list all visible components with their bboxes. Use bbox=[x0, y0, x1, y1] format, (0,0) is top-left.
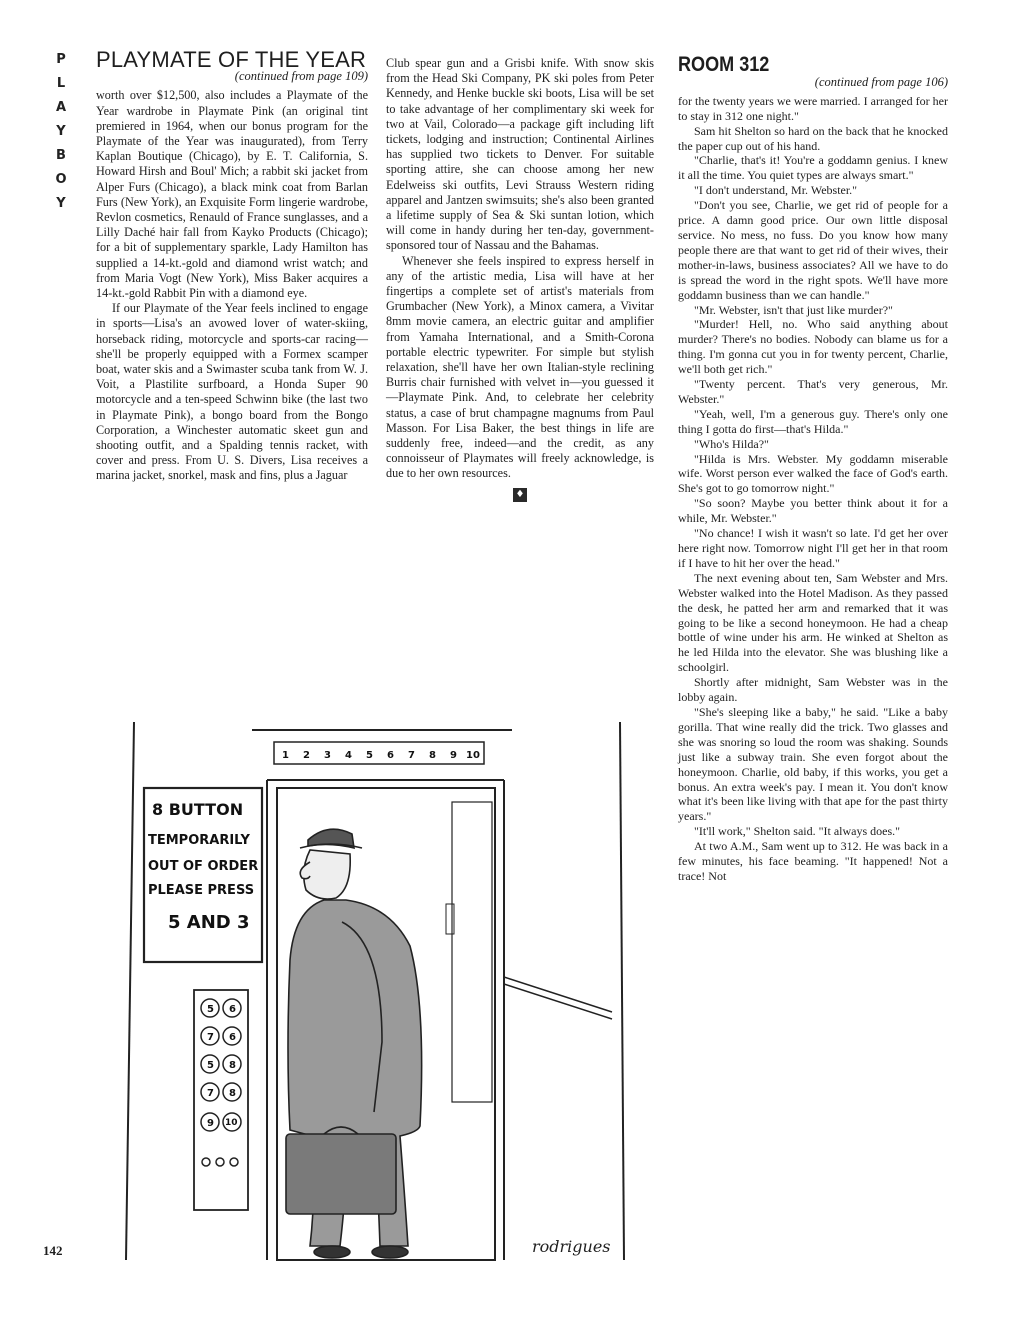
page-number: 142 bbox=[43, 1243, 63, 1258]
article2-paragraph: "She's sleeping like a baby," he said. "Like a baby gorilla. That wine really did the trick. Two glasses and she was snoring so loud the room was shaking. Sounds just like a subway train. She even forgot about the honeymoon. Charlie, old baby, if this works, you get a bonus. An extra week's pay. I mean it. You don't know what it's been like living with that ape for the past thirty years." bbox=[678, 704, 948, 824]
floor-number: 3 bbox=[324, 750, 331, 761]
button-label: 7 bbox=[207, 1032, 214, 1043]
article1-paragraph: If our Playmate of the Year feels inclined to engage in sports—Lisa's an avowed lover of water-skiing, horseback riding, motorcycle and sports-car racing—she'll be properly equipped with a Formex scamper boat, water skis and a Swimaster scuba tank from W. J. Voit, a Plastilite surfboard, a Honda Super 90 motorcycle and a ten-speed Schwinn bike (the last two in Playmate Pink), a bongo board from the Bongo Corporation, a Winchester automatic skeet gun and shooting outfit, and a Spalding tennis racket, with cover and press. From U. S. Divers, Lisa receives a marina jacket, snorkel, mask and fins, plus a Jaguar bbox=[96, 301, 368, 483]
article2-paragraph: "Hilda is Mrs. Webster. My goddamn miserable wife. Worst person ever walked the face of God's earth. She's got to go tomorrow night." bbox=[678, 451, 948, 496]
button-label: 5 bbox=[207, 1004, 214, 1015]
floor-number: 8 bbox=[429, 750, 436, 761]
floor-number: 1 bbox=[282, 750, 289, 761]
article1-paragraph: worth over $12,500, also includes a Playmate of the Year wardrobe in Playmate Pink (an original tint premiered in 1964, when our bonus program for the Playmate of the Year was inaugurated), from Terry Kaplan Boutique (Chicago), by E. T. California, S. Howard Hirsh and Boul' Mich; a rabbit ski jacket from Alper Furs (Chicago), a black mink coat from Barlan Furs (New York), an Exquisite Form lingerie wardrobe, Revlon cosmetics, Renauld of France sunglasses, and a Lilly Daché hair fall from Kayko Products (Chicago); for a bit of supplementary sparkle, Lady Hamilton has supplied a 14-kt.-gold and diamond wrist watch; and from Maria Vogt (New York), Miss Baker acquires a 14-kt.-gold Rabbit Pin with a diamond eye. bbox=[96, 88, 368, 301]
sign-line: TEMPORARILY bbox=[148, 833, 250, 848]
article2-title: ROOM 312 bbox=[678, 53, 770, 76]
button-label: 8 bbox=[229, 1088, 236, 1099]
artist-signature: rodrigues bbox=[532, 1237, 611, 1256]
article2-paragraph: The next evening about ten, Sam Webster and Mrs. Webster walked into the Hotel Madison. As they passed the desk, he patted her arm and remarked that it was going to be like a second honeymoon. He had a cheap bottle of wine under his arm. He winked at Shelton as he led Hilda into the elevator. She was blushing like a schoolgirl. bbox=[678, 570, 948, 675]
article2-paragraph: "Yeah, well, I'm a generous guy. There's only one thing I gotta do first—that's Hilda." bbox=[678, 406, 948, 436]
button-label: 6 bbox=[229, 1032, 236, 1043]
article2-continued-line: (continued from page 106) bbox=[814, 74, 948, 89]
article2-paragraph: Sam hit Shelton so hard on the back that he knocked the paper cup out of his hand. bbox=[678, 123, 948, 153]
floor-number: 6 bbox=[387, 750, 394, 761]
elevator-cartoon bbox=[112, 722, 642, 1262]
article1-paragraph: Club spear gun and a Grisbi knife. With snow skis from the Head Ski Company, PK ski poles from Peter Kennedy, and Henke buckle ski boots, Lisa will be set to take advantage of her complimentary ski week for two at Vail, Colorado—a package gift including lift tickets, lodging and instruction; Continental Airlines has supplied two tickets to Denver. For suitable sporting attire, she can choose among her new Edelweiss ski outfits, Levi Strauss Western riding apparel and Jantzen swimsuits; she's also been granted a lifetime supply of Sea & Ski suntan lotion, which will come in handy during her ten-day, government-sponsored tour of Nassau and the Bahamas. bbox=[386, 56, 654, 253]
floor-number: 2 bbox=[303, 750, 310, 761]
article1-column-2 bbox=[386, 56, 654, 502]
article2-paragraph: "Twenty percent. That's very generous, Mr. Webster." bbox=[678, 377, 948, 406]
button-label: 6 bbox=[229, 1004, 236, 1015]
article2-paragraph: for the twenty years we were married. I arranged for her to stay in 312 one night." bbox=[678, 93, 948, 123]
sign-line: 8 BUTTON bbox=[152, 800, 244, 819]
article1-continued-line: (continued from page 109) bbox=[234, 69, 368, 84]
article2-paragraph: "So soon? Maybe you better think about it for a while, Mr. Webster." bbox=[678, 496, 948, 526]
button-label: 9 bbox=[207, 1118, 214, 1129]
article1-column-1 bbox=[96, 47, 368, 484]
article2-paragraph: "Charlie, that's it! You're a goddamn genius. I knew it all the time. You quiet types are always smart." bbox=[678, 153, 948, 183]
button-label: 10 bbox=[225, 1118, 238, 1128]
article2-paragraph: "Murder! Hell, no. Who said anything about murder? There's no bodies. Nobody can blame us for a thing. I'm gonna cut you in for twenty percent, Charlie, we'll both get rich." bbox=[678, 317, 948, 377]
article2-paragraph: "It'll work," Shelton said. "It always does." bbox=[694, 824, 901, 839]
rabbit-end-mark-icon: ♦ bbox=[513, 488, 527, 502]
article2-paragraph: "I don't understand, Mr. Webster." bbox=[694, 183, 858, 198]
floor-number: 7 bbox=[408, 750, 415, 761]
floor-number: 5 bbox=[366, 750, 373, 761]
sign-line: OUT OF ORDER bbox=[148, 859, 259, 874]
sign-line: 5 AND 3 bbox=[168, 912, 250, 933]
article2-paragraph: "Who's Hilda?" bbox=[694, 436, 769, 451]
article2-paragraph: Shortly after midnight, Sam Webster was in the lobby again. bbox=[678, 675, 948, 705]
sign-line: PLEASE PRESS bbox=[148, 883, 255, 898]
article2-paragraph: "Don't you see, Charlie, we get rid of people for a price. A damn good price. Our own little disposal service. No mess, no fuss. Do you know how many people there are that want to get rid of their wives, their mother-in-laws, business associates? All we have to do is spread the word in the right spots. We'll have more goddamn business than we can handle." bbox=[678, 198, 948, 302]
floor-number: 10 bbox=[466, 750, 480, 761]
floor-number: 4 bbox=[345, 750, 352, 761]
article2-paragraph: "Mr. Webster, isn't that just like murder?" bbox=[694, 302, 893, 317]
man-figure bbox=[286, 829, 422, 1258]
article1-paragraph: Whenever she feels inspired to express herself in any of the artistic media, Lisa will have at her fingertips a complete set of artist's materials from Grumbacher (New York), a Minox camera, a Vivitar 8mm movie camera, an electric guitar and amplifier from Yamaha International, and a Smith-Corona portable electric typewriter. For simple but stylish relaxation, she'll have her own Italian-style reclining Burris chair furnished with velvet in—you guessed it—Playmate Pink. And, to celebrate her celebrity status, a case of brut champagne magnums from Paul Masson. For Lisa Baker, the best things in life are suddenly free, indeed—and the credit, as any connoisseur of Playmates will freely acknowledge, is due to her own resources. bbox=[386, 253, 654, 481]
elevator-button-labels bbox=[207, 1004, 238, 1129]
button-label: 5 bbox=[207, 1060, 214, 1071]
floor-indicator bbox=[282, 750, 480, 761]
article2-paragraph: "No chance! I wish it wasn't so late. I'd get her over here right now. Tomorrow night I'll get her in that room if I have to hit her over the head." bbox=[678, 526, 948, 570]
elevator-button-panel bbox=[201, 999, 241, 1166]
article2-paragraph: At two A.M., Sam went up to 312. He was back in a few minutes, his face beaming. "It happened! Not a trace! Not bbox=[678, 839, 948, 883]
floor-number: 9 bbox=[450, 750, 457, 761]
out-of-order-sign bbox=[148, 800, 258, 933]
button-label: 8 bbox=[229, 1060, 236, 1071]
magazine-name-vertical: PLAYBOY bbox=[55, 52, 67, 211]
article2-column bbox=[678, 53, 948, 884]
article1-title: PLAYMATE OF THE YEAR bbox=[96, 47, 367, 72]
button-label: 7 bbox=[207, 1088, 214, 1099]
